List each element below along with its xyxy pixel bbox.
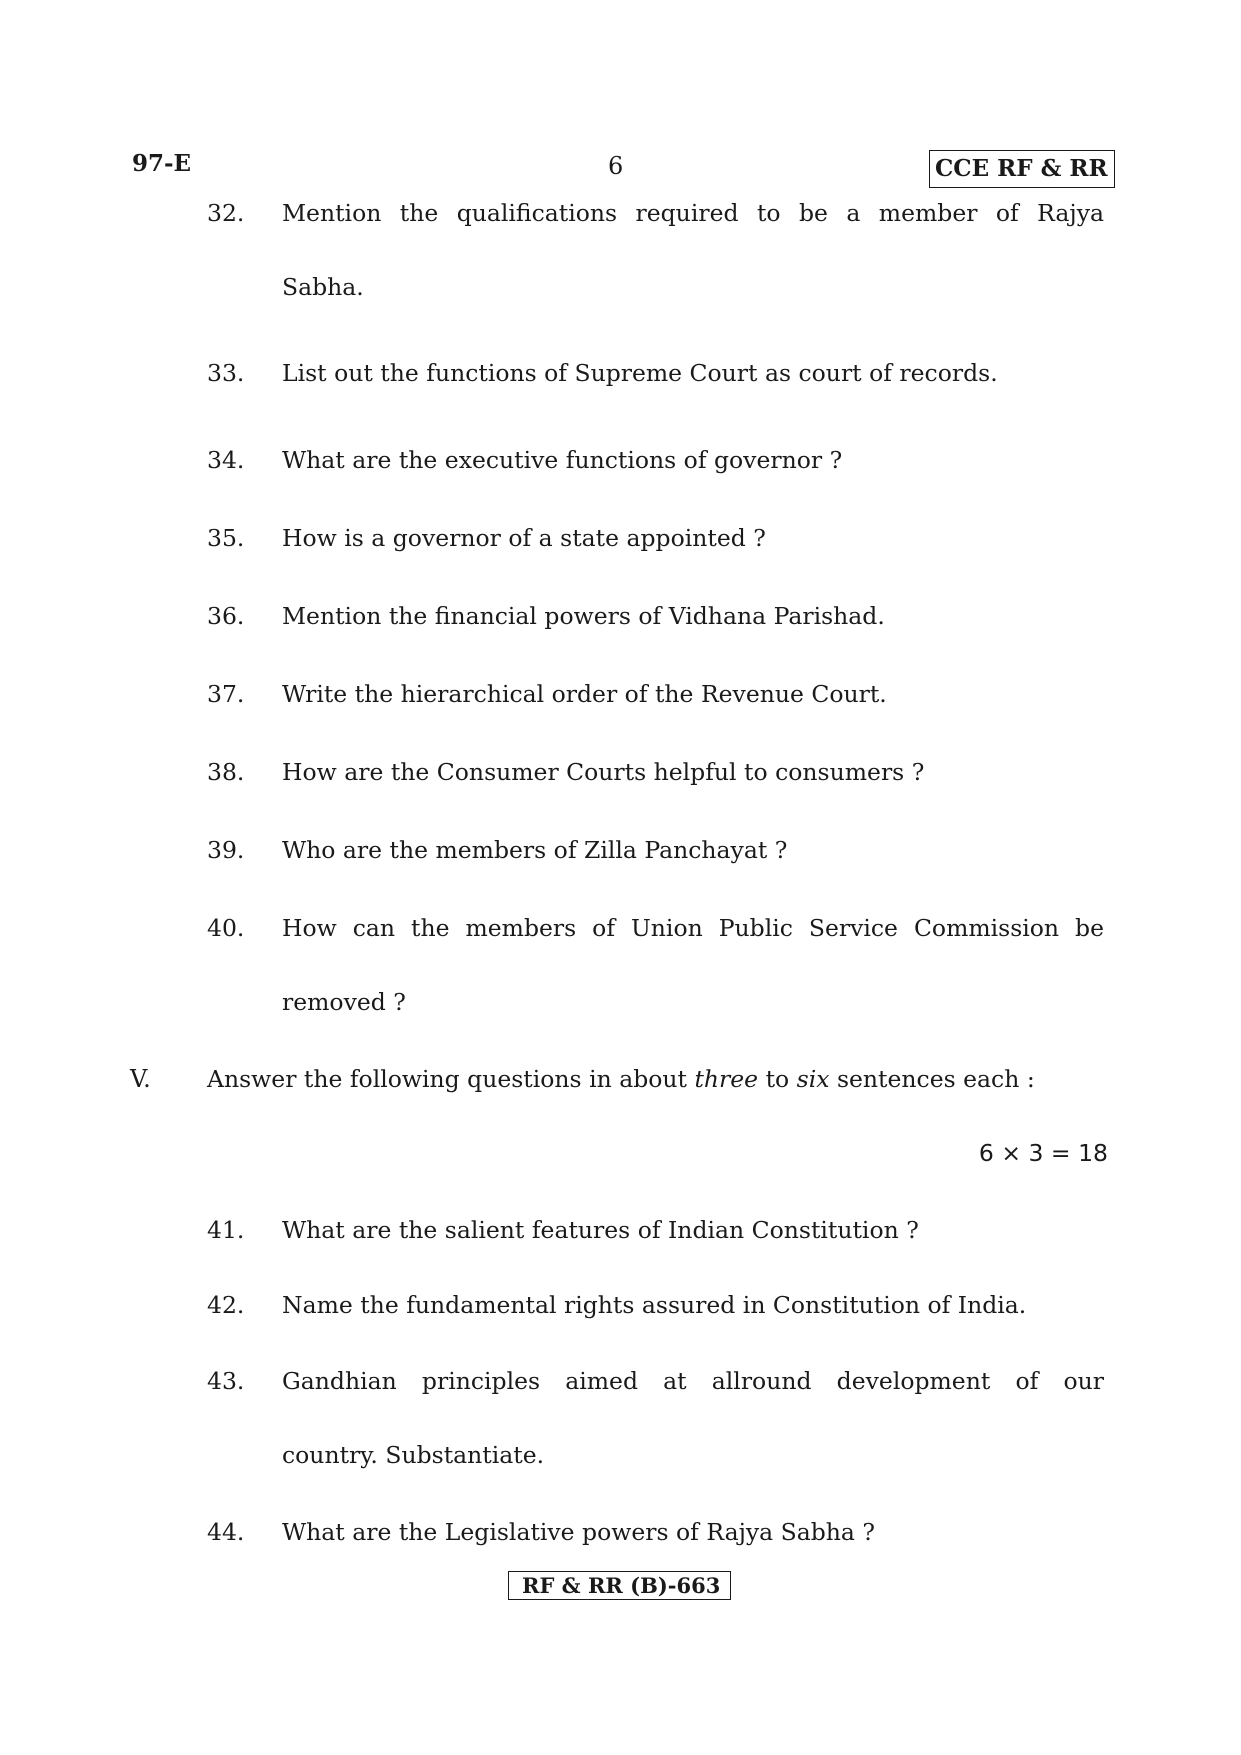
question-text-continued: removed ? (282, 988, 406, 1016)
marks-allocation: 6 × 3 = 18 (978, 1139, 1108, 1167)
instruction-part: Answer the following questions in about (207, 1065, 695, 1093)
question-number: 40. (207, 914, 245, 942)
question-text-continued: Sabha. (282, 273, 364, 301)
instruction-emphasis: six (796, 1065, 830, 1093)
question-number: 33. (207, 359, 245, 387)
question-text: Write the hierarchical order of the Revenue Court. (282, 680, 887, 708)
question-number: 43. (207, 1367, 245, 1395)
section-label: V. (130, 1065, 151, 1093)
question-number: 37. (207, 680, 245, 708)
question-text: What are the Legislative powers of Rajya Sabha ? (282, 1518, 876, 1546)
question-text: What are the executive functions of governor ? (282, 446, 843, 474)
question-text: Gandhian principles aimed at allround development of our (282, 1367, 1104, 1395)
question-number: 35. (207, 524, 245, 552)
question-number: 42. (207, 1291, 245, 1319)
footer-code-box: RF & RR (B)-663 (508, 1571, 731, 1600)
section-instruction (207, 1065, 1035, 1093)
question-text: Mention the financial powers of Vidhana Parishad. (282, 602, 885, 630)
question-number: 38. (207, 758, 245, 786)
question-number: 44. (207, 1518, 245, 1546)
instruction-emphasis: three (694, 1065, 759, 1093)
question-text: Name the fundamental rights assured in Constitution of India. (282, 1291, 1027, 1319)
question-text: Mention the qualifications required to be a member of Rajya (282, 199, 1104, 227)
instruction-part: sentences each : (829, 1065, 1035, 1093)
question-text: List out the functions of Supreme Court as court of records. (282, 359, 998, 387)
question-number: 36. (207, 602, 245, 630)
question-number: 32. (207, 199, 245, 227)
question-number: 39. (207, 836, 245, 864)
question-number: 34. (207, 446, 245, 474)
question-text: How are the Consumer Courts helpful to consumers ? (282, 758, 925, 786)
question-text: Who are the members of Zilla Panchayat ? (282, 836, 788, 864)
question-text: How can the members of Union Public Service Commission be (282, 914, 1104, 942)
page-number: 6 (608, 152, 624, 180)
question-text: What are the salient features of Indian Constitution ? (282, 1216, 919, 1244)
question-text: How is a governor of a state appointed ? (282, 524, 766, 552)
paper-code: 97-E (132, 150, 192, 177)
exam-code-box: CCE RF & RR (929, 150, 1115, 188)
question-text-continued: country. Substantiate. (282, 1441, 545, 1469)
question-number: 41. (207, 1216, 245, 1244)
instruction-part: to (758, 1065, 797, 1093)
